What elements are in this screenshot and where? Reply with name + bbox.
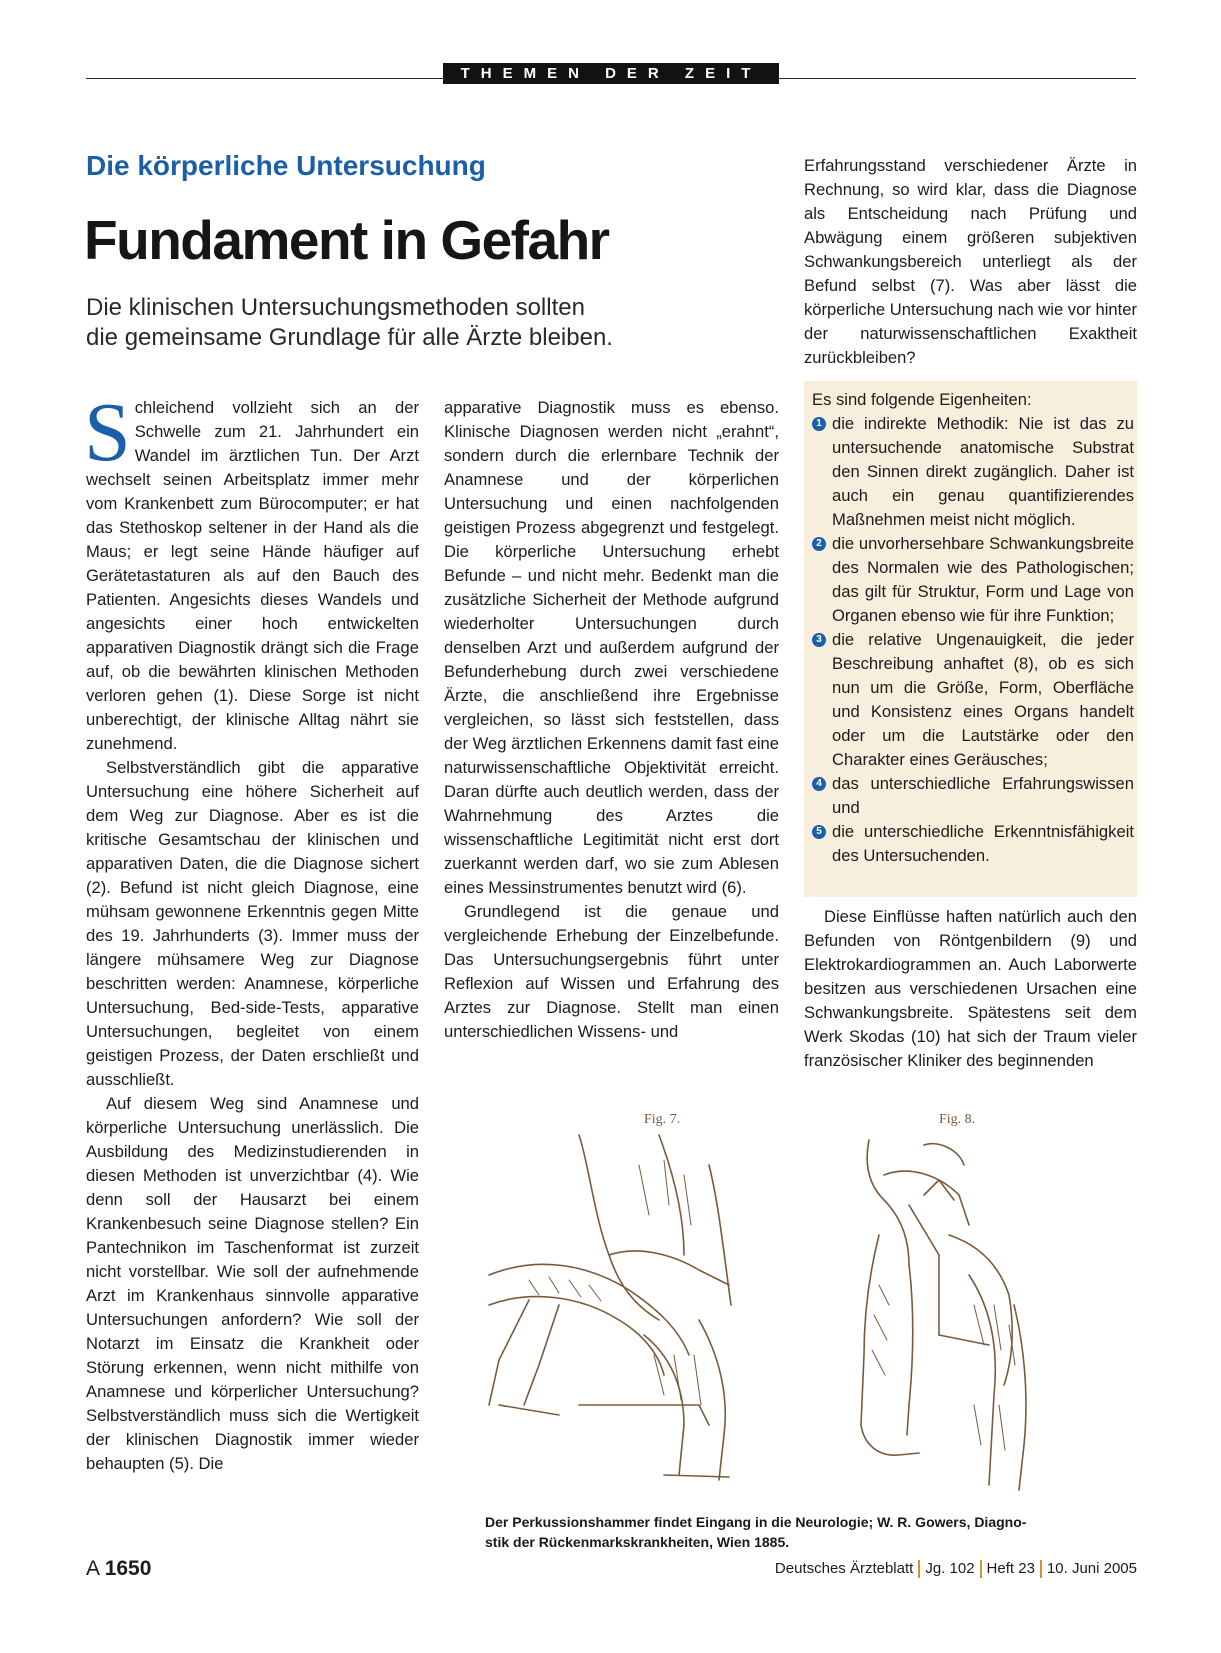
paragraph: apparative Diagnostik muss es ebenso. Klinische Diagnosen werden nicht „erahnt“, sondern durch die erlernbare Technik der Anamnese und der körperlichen Untersuchung und einen nachfolgenden geistigen Prozess abgegrenzt und festgelegt. Die körperliche Untersuchung erhebt Befunde – und nicht mehr. Bedenkt man die zusätzliche Sicherheit der Methode aufgrund wiederholter Untersuchungen durch denselben Arzt und außerdem aufgrund der Befunderhebung durch zwei verschiedene Ärzte, die anschließend ihre Ergebnisse vergleichen, so lässt sich feststellen, dass der Weg ärztlichen Erkennens damit fast eine naturwissenschaftliche Objektivität erreicht. Daran dürfte auch deutlich werden, dass der Wahrnehmung des Arztes die wissenschaftliche Legitimität nicht erst dort zuerkannt werden darf, wo sie zum Ablesen eines Messinstrumentes benutzt wird (6).: [444, 398, 779, 897]
list-item-text: die unvorhersehbare Schwankungsbreite des Normalen wie des Pathologischen; das gilt für Struktur, Form und Lage von Organen ebenso wie für ihre Funktion;: [832, 534, 1134, 625]
list-item: [812, 628, 1134, 772]
number-badge: 4: [812, 777, 826, 791]
number-badge: 3: [812, 633, 826, 647]
box-intro: Es sind folgende Eigenheiten:: [812, 390, 1032, 409]
caption-line: stik der Rückenmarkskrankheiten, Wien 1885.: [485, 1534, 790, 1550]
section-label: THEMEN DER ZEIT: [443, 63, 779, 84]
dek-line: die gemeinsame Grundlage für alle Ärzte bleiben.: [86, 324, 613, 351]
right-column-lower: [804, 905, 1137, 1073]
journal-issue: Heft 23: [986, 1560, 1035, 1577]
separator: [918, 1560, 920, 1578]
figure-label-left: Fig. 7.: [644, 1112, 681, 1127]
number-badge: 1: [812, 417, 826, 431]
middle-column: [444, 396, 779, 1044]
figure-caption: [485, 1512, 1085, 1552]
figure-7-drawing: [489, 1135, 731, 1480]
footer-citation: [775, 1560, 1137, 1578]
paragraph-text: chleichend vollzieht sich an der Schwelle zum 21. Jahrhundert ein Wandel im ärztlichen Tun. Der Arzt wechselt seinen Arbeitsplatz immer mehr vom Krankenbett zum Bürocomputer; er hat das Stethoskop seltener in der Hand als die Maus; er legt seine Hände häufiger auf Gerätetastaturen als auf den Bauch des Patienten. Angesichts dieses Wandels und angesichts einer hoch entwickelten apparativen Diagnostik drängt sich die Frage auf, ob die bewährten klinischen Methoden verloren gehen (1). Diese Sorge ist nicht unberechtigt, der klinische Alltag nährt sie zunehmend.: [86, 398, 419, 753]
paragraph: Diese Einflüsse haften natürlich auch den Befunden von Röntgenbildern (9) und Elektrokardiogrammen an. Auch Laborwerte besitzen aus verschiedenen Ursachen eine Schwankungsbreite. Spätestens seit dem Werk Skodas (10) hat sich der Traum vieler französischer Kliniker des beginnenden: [804, 907, 1137, 1070]
dek-line: Die klinischen Untersuchungsmethoden sollten: [86, 294, 585, 321]
list-item: [812, 820, 1134, 868]
right-column: [804, 154, 1137, 370]
separator: [980, 1560, 982, 1578]
journal-volume: Jg. 102: [925, 1560, 975, 1577]
page-number-value: 1650: [104, 1557, 152, 1580]
article-headline: Fundament in Gefahr: [84, 209, 609, 271]
paragraph: Grundlegend ist die genaue und vergleichende Erhebung der Einzelbefunde. Das Untersuchungsergebnis führt unter Reflexion auf Wissen und Erfahrung des Arztes zur Diagnose. Stellt man einen unterschiedlichen Wissens- und: [444, 902, 779, 1041]
list-item-text: das unterschiedliche Erfahrungswissen und: [832, 774, 1134, 817]
page-number: [86, 1557, 151, 1581]
figure-8-drawing: [861, 1140, 1026, 1490]
paragraph: Selbstverständlich gibt die apparative Untersuchung eine höhere Sicherheit auf dem Weg zur Diagnose. Aber es ist die kritische Gesamtschau der klinischen und apparativen Daten, die die Diagnose sichert (2). Befund ist nicht gleich Diagnose, eine mühsam gewonnene Erkenntnis gegen Mitte des 19. Jahrhunderts (3). Immer muss der längere mühsamere Weg zur Diagnose beschritten werden: Anamnese, körperliche Untersuchung, Bed-side-Tests, apparative Untersuchungen, begleitet von einem geistigen Prozess, der Daten erschließt und ausschließt.: [86, 758, 419, 1089]
box-list: [812, 412, 1134, 868]
figure-label-right: Fig. 8.: [939, 1112, 976, 1127]
engraving-illustration: [469, 1105, 1089, 1495]
list-item-text: die unterschiedliche Erkenntnisfähigkeit des Untersuchenden.: [832, 822, 1134, 865]
left-column: [84, 386, 419, 1476]
article-dek: [86, 293, 646, 353]
list-item-text: die relative Ungenauigkeit, die jeder Beschreibung anhaftet (8), ob es sich nun um die Größe, Form, Oberfläche und Konsistenz eines Organs handelt oder um die Lautstärke oder den Charakter eines Geräusches;: [832, 630, 1134, 769]
caption-line: Der Perkussionshammer findet Eingang in die Neurologie; W. R. Gowers, Diagno-: [485, 1514, 1027, 1530]
list-item: [812, 412, 1134, 532]
paragraph: [84, 386, 419, 756]
highlight-box-content: [812, 388, 1134, 868]
number-badge: 5: [812, 825, 826, 839]
number-badge: 2: [812, 537, 826, 551]
journal-date: 10. Juni 2005: [1046, 1560, 1137, 1577]
list-item-text: die indirekte Methodik: Nie ist das zu untersuchende anatomische Substrat den Sinnen direkt zugänglich. Daher ist auch ein genau quantifizierendes Maßnehmen meist nicht möglich.: [832, 414, 1134, 529]
page-prefix: A: [86, 1557, 99, 1580]
list-item: [812, 772, 1134, 820]
journal-name: Deutsches Ärzteblatt: [774, 1560, 914, 1577]
list-item: [812, 532, 1134, 628]
paragraph: Auf diesem Weg sind Anamnese und körperliche Untersuchung unerlässlich. Die Ausbildung des Medizinstudierenden in diesen Methoden ist unverzichtbar (4). Wie denn soll der Hausarzt bei einem Krankenbesuch seine Diagnose stellen? Ein Pantechnikon im Taschenformat ist zurzeit nicht vorstellbar. Wie soll der aufnehmende Arzt im Krankenhaus sinnvolle apparative Untersuchungen anfordern? Wie soll der Notarzt im Einsatz die Krankheit oder Störung erkennen, wenn nicht mithilfe von Anamnese und körperlicher Untersuchung? Selbstverständlich muss sich die Wertigkeit der klinischen Diagnostik immer wieder behaupten (5). Die: [86, 1094, 419, 1473]
paragraph: Erfahrungsstand verschiedener Ärzte in Rechnung, so wird klar, dass die Diagnose als Entscheidung nach Prüfung und Abwägung einem größeren subjektiven Schwankungsbereich unterliegt als der Befund selbst (7). Was aber lässt die körperliche Untersuchung nach wie vor hinter der naturwissenschaftlichen Exaktheit zurückbleiben?: [804, 156, 1137, 367]
drop-cap: S: [84, 386, 131, 479]
article-kicker: Die körperliche Untersuchung: [86, 150, 486, 181]
separator: [1040, 1560, 1042, 1578]
